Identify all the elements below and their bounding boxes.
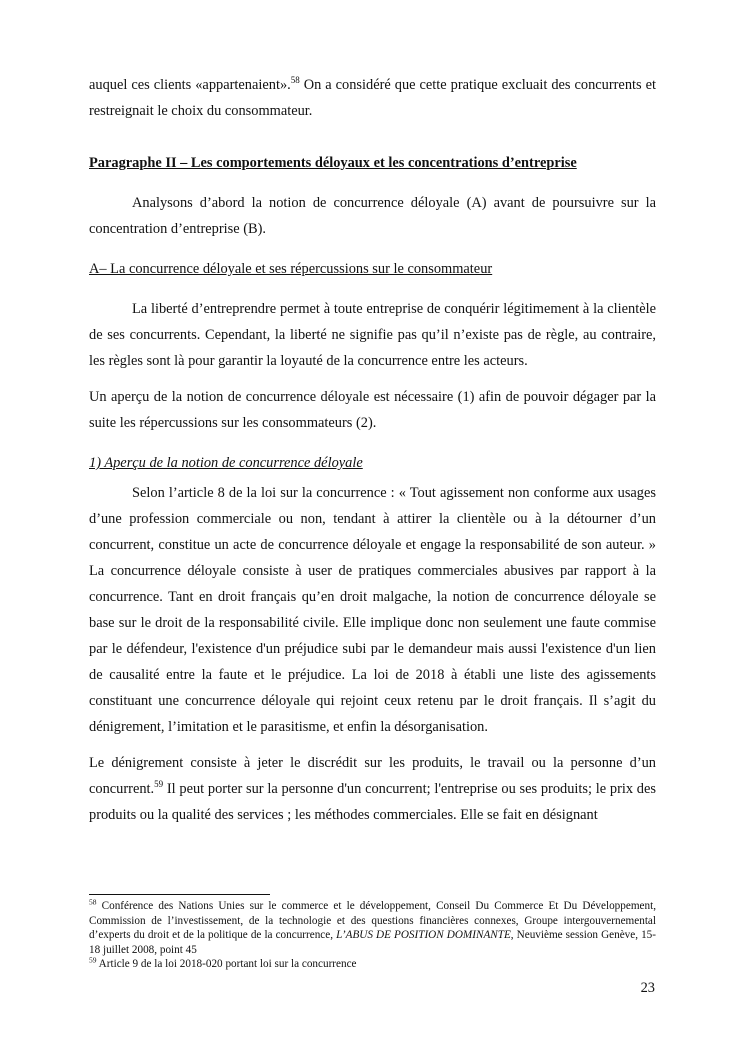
footnote-ref-59[interactable]: 59 [154,779,164,790]
footnote-59 [89,957,656,972]
paragraph-intro-text-cont: On a considéré que cette pratique excluait des concurrents et restreignait le choix du consommateur. [89,77,656,119]
footnotes-area [89,894,656,972]
subheading-1-text: 1) Aperçu de la notion de concurrence déloyale [89,455,363,471]
footnote-58-number: 58 [89,897,97,907]
footnote-58 [89,899,656,957]
footnote-58-title: L’ABUS DE POSITION DOMINANTE [336,929,511,941]
paragraph-denigrement-text: Le dénigrement consiste à jeter le discrédit sur les produits, le travail ou la personne d’un concurrent. [89,755,656,797]
paragraph-apercu: Un aperçu de la notion de concurrence déloyale est nécessaire (1) afin de pouvoir dégager par la suite les répercussions sur les consommateurs (2). [89,389,656,431]
paragraph-selon-article-8: Selon l’article 8 de la loi sur la concurrence : « Tout agissement non conforme aux usages d’une profession commerciale ou non, tendant à attirer la clientèle ou à la détourner d’un concurrent, constitue un acte de concurrence déloyale et engage la responsabilité de son auteur. » La concurrence déloyale consiste à user de pratiques commerciales abusives par rapport à la concurrence. Tant en droit français qu’en droit malgache, la notion de concurrence déloyale se base sur le droit de la responsabilité civile. Elle implique donc non seulement une faute commise par le défendeur, l'existence d'un préjudice subi par le demandeur mais aussi l'existence d'un lien de causalité entre la faute et le préjudice. La loi de 2018 à établi une liste des agissements constituant une concurrence déloyale qui rejoint ceux retenu par le droit français. Il s’agit du dénigrement, l’imitation et le parasitisme, et enfin la désorganisation. [89,485,656,735]
subsection-heading-text: A– La concurrence déloyale et ses répercussions sur le consommateur [89,261,493,277]
footnote-separator [89,894,270,895]
paragraph-analysons: Analysons d’abord la notion de concurrence déloyale (A) avant de poursuivre sur la concentration d’entreprise (B). [89,195,656,237]
paragraph-intro-text: auquel ces clients «appartenaient». [89,77,291,93]
footnote-ref-58[interactable]: 58 [290,75,300,86]
paragraph-intro [89,72,656,124]
section-heading-paragraphe-ii [89,150,656,176]
footnote-58-text-cont: , Neuvième session Genève, 15-18 juillet 2008, point 45 [89,929,656,956]
footnote-59-number: 59 [89,955,97,965]
page-body [89,72,656,828]
subsection-heading-a [89,256,656,282]
paragraph-denigrement [89,750,656,828]
subheading-1 [89,450,656,476]
footnote-58-text: Conférence des Nations Unies sur le commerce et le développement, Conseil Du Commerce Et Du Développement, Commission de l’investissement, de la technologie et des questions financières connexes, Groupe intergouvernemental d’experts du droit et de la politique de la concurrence, [89,900,656,941]
page-number: 23 [640,980,655,996]
footnote-59-text: Article 9 de la loi 2018-020 portant loi sur la concurrence [96,958,357,970]
paragraph-liberte: La liberté d’entreprendre permet à toute entreprise de conquérir légitimement à la clientèle de ses concurrents. Cependant, la liberté ne signifie pas qu’il n’existe pas de règle, au contraire, les règles sont là pour garantir la loyauté de la concurrence entre les acteurs. [89,301,656,369]
section-heading-text: Paragraphe II – Les comportements déloyaux et les concentrations d’entreprise [89,155,577,171]
paragraph-denigrement-text-cont: Il peut porter sur la personne d'un concurrent; l'entreprise ou ses produits; le prix des produits ou la qualité des services ; les méthodes commerciales. Elle se fait en désignant [89,781,656,823]
